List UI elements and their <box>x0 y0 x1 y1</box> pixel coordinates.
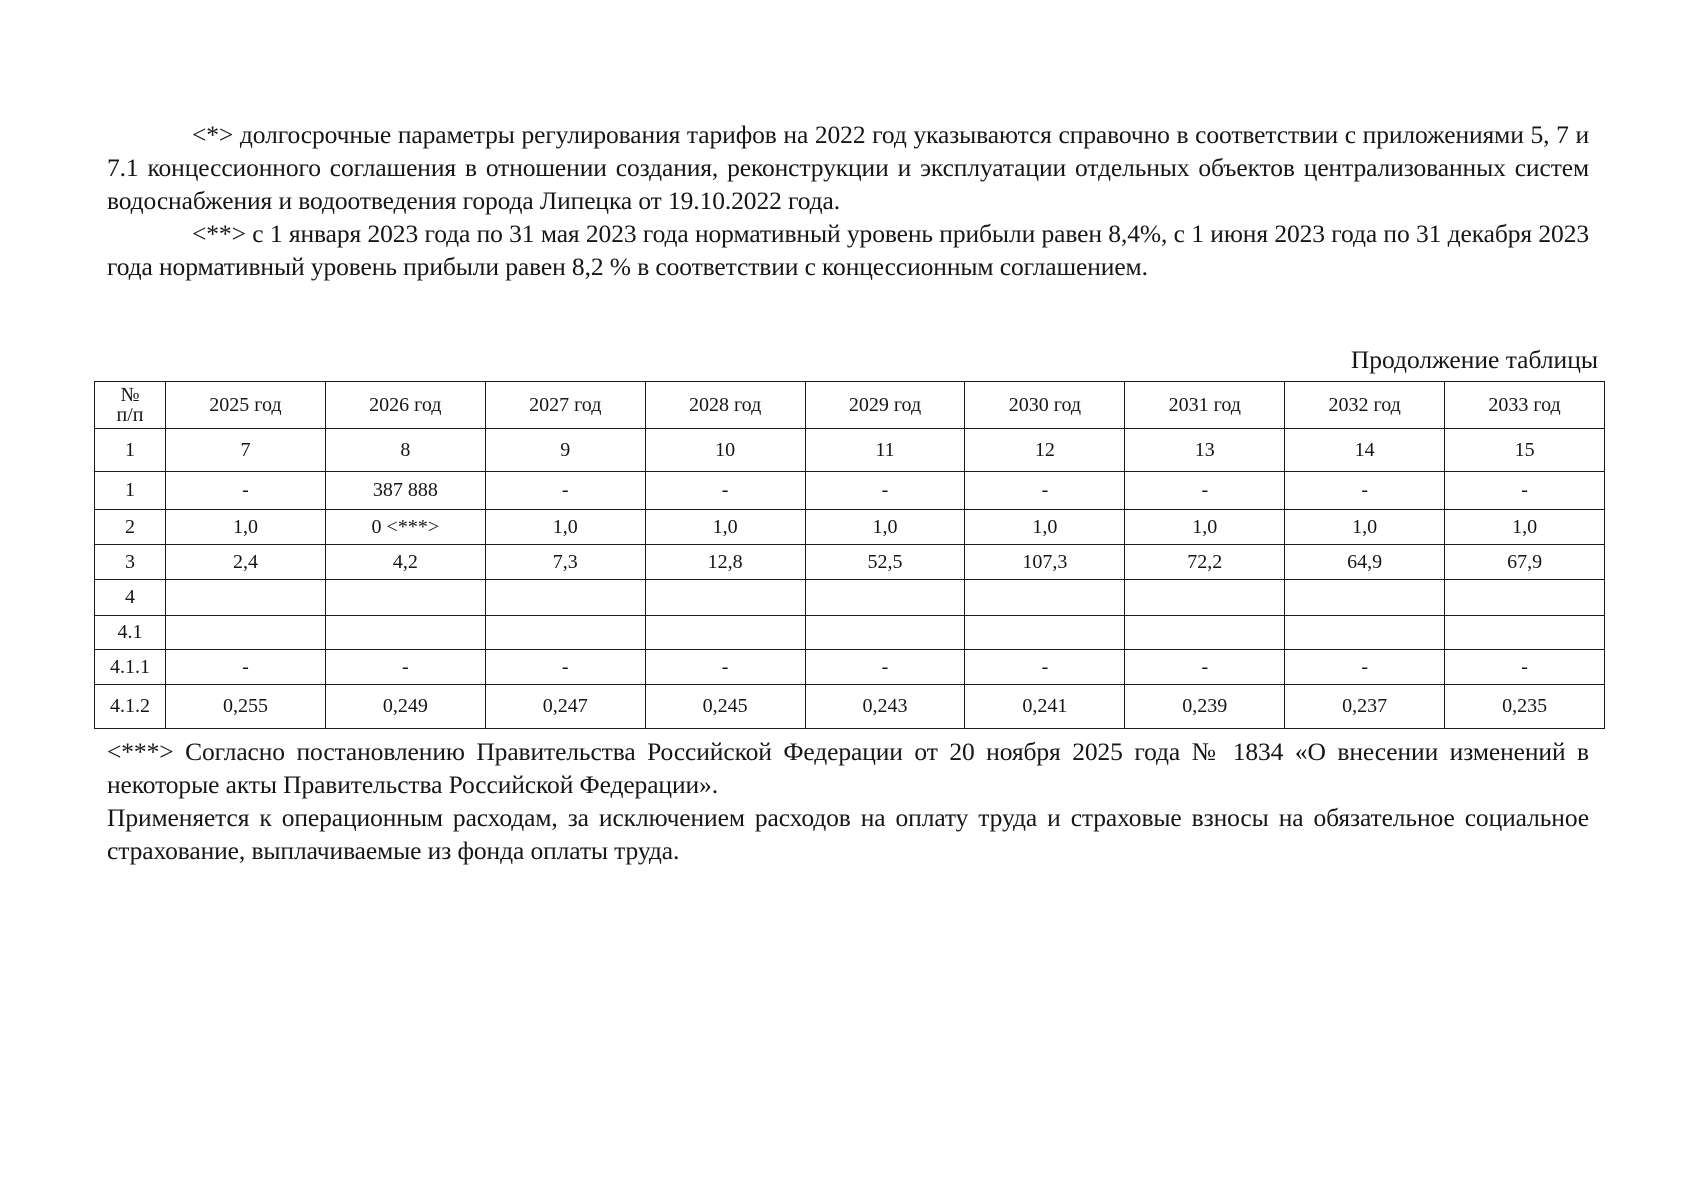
table-cell <box>325 580 485 616</box>
table-cell: - <box>965 472 1125 510</box>
header-row-abbrev: п/п <box>116 404 144 426</box>
table-cell <box>965 616 1125 650</box>
column-number-cell: 10 <box>645 429 805 472</box>
table-cell: - <box>1445 650 1605 685</box>
table-cell: - <box>166 472 326 510</box>
table-cell: 4,2 <box>325 545 485 580</box>
column-number-cell: 13 <box>1125 429 1285 472</box>
row-number-cell: 4.1 <box>95 616 166 650</box>
header-cell-year: 2026 год <box>325 382 485 429</box>
table-cell <box>1125 580 1285 616</box>
table-cell <box>1285 580 1445 616</box>
table-cell: - <box>1285 472 1445 510</box>
table-cell: 387 888 <box>325 472 485 510</box>
table-cell: 0,241 <box>965 685 1125 729</box>
row-number-cell: 3 <box>95 545 166 580</box>
table-cell: 1,0 <box>965 510 1125 545</box>
column-number-cell: 11 <box>805 429 965 472</box>
table-continuation-caption: Продолжение таблицы <box>1350 345 1598 374</box>
header-number-sign: № <box>120 384 140 406</box>
table-cell: 72,2 <box>1125 545 1285 580</box>
row-number-cell: 4 <box>95 580 166 616</box>
table-cell: 0,249 <box>325 685 485 729</box>
table-cell: - <box>1445 472 1605 510</box>
table-cell: 1,0 <box>1445 510 1605 545</box>
table-cell <box>1285 616 1445 650</box>
table-row <box>95 510 1605 545</box>
table-cell: 64,9 <box>1285 545 1445 580</box>
table-row <box>95 650 1605 685</box>
table-cell: 0 <***> <box>325 510 485 545</box>
table-row <box>95 580 1605 616</box>
header-cell-year: 2028 год <box>645 382 805 429</box>
column-number-cell: 7 <box>166 429 326 472</box>
table-cell <box>645 616 805 650</box>
row-number-cell: 4.1.1 <box>95 650 166 685</box>
table-cell: - <box>965 650 1125 685</box>
table-cell <box>645 580 805 616</box>
tariff-parameters-table <box>94 381 1605 729</box>
table-cell: 0,239 <box>1125 685 1285 729</box>
table-cell: 107,3 <box>965 545 1125 580</box>
table-cell <box>1445 616 1605 650</box>
table-cell: 7,3 <box>485 545 645 580</box>
table-cell <box>805 616 965 650</box>
table-cell: 67,9 <box>1445 545 1605 580</box>
footnote-triple-asterisk: <***> Согласно постановлению Правительства Российской Федерации от 20 ноября 2025 года № 1834 «О внесении изменений в некоторые акты Правительства Российской Федерации». <box>107 737 1589 799</box>
column-number-cell: 9 <box>485 429 645 472</box>
header-cell-year: 2029 год <box>805 382 965 429</box>
header-cell-year: 2032 год <box>1285 382 1445 429</box>
table-cell: - <box>645 472 805 510</box>
table-cell <box>1125 616 1285 650</box>
table-cell <box>166 580 326 616</box>
table-cell: - <box>325 650 485 685</box>
table-cell: 0,255 <box>166 685 326 729</box>
table-row <box>95 616 1605 650</box>
table-cell: 0,243 <box>805 685 965 729</box>
table-cell: 0,245 <box>645 685 805 729</box>
table-cell: - <box>485 472 645 510</box>
table-cell: 1,0 <box>166 510 326 545</box>
footnote-operational-expenses: Применяется к операционным расходам, за исключением расходов на оплату труда и страховые взносы на обязательное социальное страхование, выплачиваемые из фонда оплаты труда. <box>107 803 1589 865</box>
table-row <box>95 685 1605 729</box>
footnote-double-asterisk <box>107 217 1589 283</box>
table-cell: - <box>1285 650 1445 685</box>
header-cell-year: 2033 год <box>1445 382 1605 429</box>
footnote-single-asterisk-text: <*> долгосрочные параметры регулирования тарифов на 2022 год указываются справочно в соответствии с приложениями 5, 7 и 7.1 концессионного соглашения в отношении создания, реконструкции и эксплуатации отдельных объектов централизованных систем водоснабжения и водоотведения города Липецка от 19.10.2022 года. <box>107 120 1589 215</box>
footnote-single-asterisk <box>107 118 1589 217</box>
table-cell <box>965 580 1125 616</box>
table-cell: - <box>805 650 965 685</box>
table-cell: - <box>1125 650 1285 685</box>
table-cell <box>805 580 965 616</box>
table-cell: - <box>485 650 645 685</box>
table-cell: 1,0 <box>645 510 805 545</box>
column-number-cell: 12 <box>965 429 1125 472</box>
table-cell <box>485 580 645 616</box>
table-cell: 1,0 <box>805 510 965 545</box>
table-cell: 0,237 <box>1285 685 1445 729</box>
table-cell: - <box>805 472 965 510</box>
column-number-cell: 1 <box>95 429 166 472</box>
table-cell: 1,0 <box>1125 510 1285 545</box>
table-cell: 1,0 <box>1285 510 1445 545</box>
footnote-double-asterisk-text: <**> с 1 января 2023 года по 31 мая 2023 года нормативный уровень прибыли равен 8,4%, с 1 июня 2023 года по 31 декабря 2023 года нормативный уровень прибыли равен 8,2 % в соответствии с концессионным соглашением. <box>107 219 1589 281</box>
header-cell-year: 2025 год <box>166 382 326 429</box>
header-cell-year: 2031 год <box>1125 382 1285 429</box>
row-number-cell: 1 <box>95 472 166 510</box>
column-number-cell: 8 <box>325 429 485 472</box>
column-number-cell: 15 <box>1445 429 1605 472</box>
table-header-row <box>95 382 1605 429</box>
table-cell: - <box>166 650 326 685</box>
table-cell: - <box>645 650 805 685</box>
table-cell: 0,247 <box>485 685 645 729</box>
header-cell-row-number <box>95 382 166 429</box>
header-cell-year: 2030 год <box>965 382 1125 429</box>
table-row <box>95 472 1605 510</box>
table-cell <box>166 616 326 650</box>
table-cell: 2,4 <box>166 545 326 580</box>
table-cell: 12,8 <box>645 545 805 580</box>
column-number-row <box>95 429 1605 472</box>
table-cell <box>1445 580 1605 616</box>
header-cell-year: 2027 год <box>485 382 645 429</box>
row-number-cell: 4.1.2 <box>95 685 166 729</box>
row-number-cell: 2 <box>95 510 166 545</box>
table-row <box>95 545 1605 580</box>
column-number-cell: 14 <box>1285 429 1445 472</box>
table-cell: - <box>1125 472 1285 510</box>
table-cell <box>485 616 645 650</box>
table-cell <box>325 616 485 650</box>
table-cell: 1,0 <box>485 510 645 545</box>
table-cell: 0,235 <box>1445 685 1605 729</box>
table-cell: 52,5 <box>805 545 965 580</box>
